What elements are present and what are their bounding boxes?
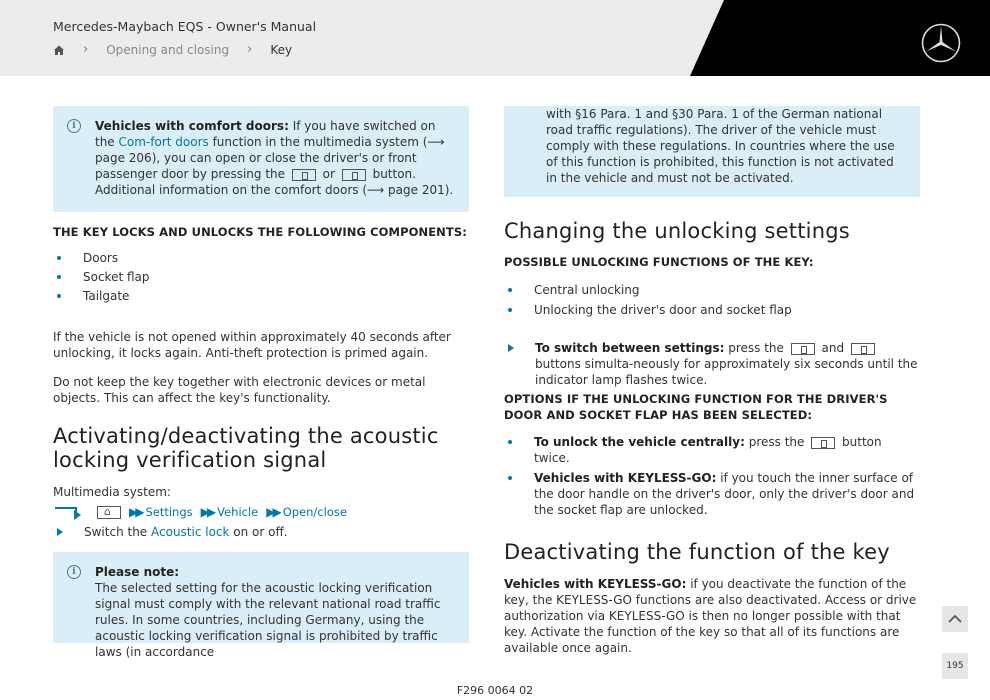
comfort-doors-note	[53, 106, 469, 212]
home-icon[interactable]	[53, 44, 65, 56]
menu-settings[interactable]: Settings	[145, 505, 193, 519]
menu-vehicle[interactable]: Vehicle	[217, 505, 259, 519]
note-text: function in the multimedia system (⟶ page 206), you can open or close the driver's or front passenger door by pressing the	[95, 135, 445, 181]
info-icon: i	[67, 119, 81, 133]
figure-code: F296 0064 02	[456, 684, 534, 697]
unlock-key-icon	[811, 437, 835, 449]
breadcrumb-key: Key	[270, 42, 293, 57]
scroll-up-button[interactable]	[942, 606, 968, 632]
comfort-doors-link[interactable]: Com-fort doors	[118, 135, 209, 149]
note-text: If you have switched on the	[95, 119, 436, 149]
multimedia-label: Multimedia system:	[53, 485, 171, 499]
acoustic-heading: Activating/deactivating the acoustic locking verification signal	[53, 424, 439, 472]
double-chevron-icon: ▶▶	[129, 505, 142, 519]
menu-path	[53, 504, 469, 520]
step-arrow-icon	[57, 528, 63, 536]
list-item: Unlocking the driver's door and socket flap	[504, 302, 920, 318]
note-title: Please note:	[95, 565, 180, 579]
step-text: buttons simulta-neously for approximately six seconds until the indicator lamp flashes twice.	[535, 357, 918, 387]
menu-arrow-icon	[53, 506, 83, 518]
unlock-functions-list	[504, 282, 920, 318]
list-item: Socket flap	[53, 269, 469, 285]
switch-settings-step	[504, 340, 920, 388]
deactivate-paragraph: Vehicles with KEYLESS-GO: if you deactivate the function of the key, the KEYLESS-GO functions are also deactivated. Access or drive authorization via KEYLESS-GO is then no longer possible with that key. Activate the function of the key so that all of its functions are available once again.	[504, 577, 917, 655]
note-continuation	[504, 106, 920, 197]
deactivating-heading: Deactivating the function of the key	[504, 540, 890, 564]
note-body: The selected setting for the acoustic locking verification signal must comply with the relevant national road traffic rules. In some countries, including Germany, using the acoustic locking verification signal is prohibited by traffic laws (in accordance	[95, 581, 441, 659]
unlock-key-icon	[791, 343, 815, 355]
lock-key-icon	[851, 343, 875, 355]
chevron-up-icon	[948, 614, 962, 624]
home-button-icon	[97, 506, 121, 519]
step-text: on or off.	[229, 525, 288, 539]
note-body: with §16 Para. 1 and §30 Para. 1 of the German national road traffic regulations). The driver of the vehicle must comply with these regulations. In countries where the use of this function is prohibited, this function is not activated in the vehicle and must not be activated.	[546, 107, 895, 185]
manual-title: Mercedes-Maybach EQS - Owner's Manual	[53, 19, 317, 34]
please-note-box	[53, 552, 469, 659]
unlocking-settings-heading: Changing the unlocking settings	[504, 219, 850, 243]
list-item: Vehicles with KEYLESS-GO: if you touch the inner surface of the door handle on the driver's door, only the driver's door and the socket flap are unlocked.	[504, 470, 920, 518]
key-storage-paragraph: Do not keep the key together with electronic devices or metal objects. This can affect the key's functionality.	[53, 375, 426, 405]
chevron-right-icon: ›	[83, 42, 89, 57]
page-indicator-button[interactable]	[942, 653, 968, 679]
menu-open-close[interactable]: Open/close	[282, 505, 347, 519]
breadcrumb	[53, 42, 292, 57]
chevron-right-icon: ›	[247, 42, 253, 57]
step-text: Switch the	[84, 525, 151, 539]
step-arrow-icon	[508, 344, 514, 352]
info-icon: i	[67, 565, 81, 579]
step-bold: To switch between settings:	[535, 341, 725, 355]
list-item: Central unlocking	[504, 282, 920, 298]
components-heading: THE KEY LOCKS AND UNLOCKS THE FOLLOWING COMPONENTS:	[53, 225, 467, 239]
page-number: 195	[946, 661, 964, 671]
note-text: button. Additional information on the comfort doors (⟶ page 201).	[95, 167, 454, 197]
right-column	[504, 106, 920, 656]
mercedes-star-logo	[921, 23, 961, 63]
step-text: and	[817, 341, 848, 355]
left-column	[53, 106, 469, 659]
list-item: Tailgate	[53, 288, 469, 304]
lock-key-icon	[342, 169, 366, 181]
list-item: To unlock the vehicle centrally: press the button twice.	[504, 434, 920, 466]
double-chevron-icon: ▶▶	[200, 505, 214, 519]
possible-functions-heading: POSSIBLE UNLOCKING FUNCTIONS OF THE KEY:	[504, 255, 814, 269]
relock-paragraph: If the vehicle is not opened within approximately 40 seconds after unlocking, it locks again. Anti-theft protection is primed again.	[53, 330, 451, 360]
options-list	[504, 434, 920, 518]
options-heading: OPTIONS IF THE UNLOCKING FUNCTION FOR THE DRIVER'S DOOR AND SOCKET FLAP HAS BEEN SELECTED:	[504, 392, 888, 422]
unlock-key-icon	[292, 169, 316, 181]
acoustic-lock-link[interactable]: Acoustic lock	[151, 525, 230, 539]
note-text: or	[318, 167, 339, 181]
step-text: press the	[724, 341, 788, 355]
switch-step	[53, 524, 469, 540]
list-item: Doors	[53, 250, 469, 266]
breadcrumb-opening-closing[interactable]: Opening and closing	[106, 42, 230, 57]
double-chevron-icon: ▶▶	[266, 505, 279, 519]
components-list	[53, 250, 469, 304]
note-bold: Vehicles with comfort doors:	[95, 119, 289, 133]
